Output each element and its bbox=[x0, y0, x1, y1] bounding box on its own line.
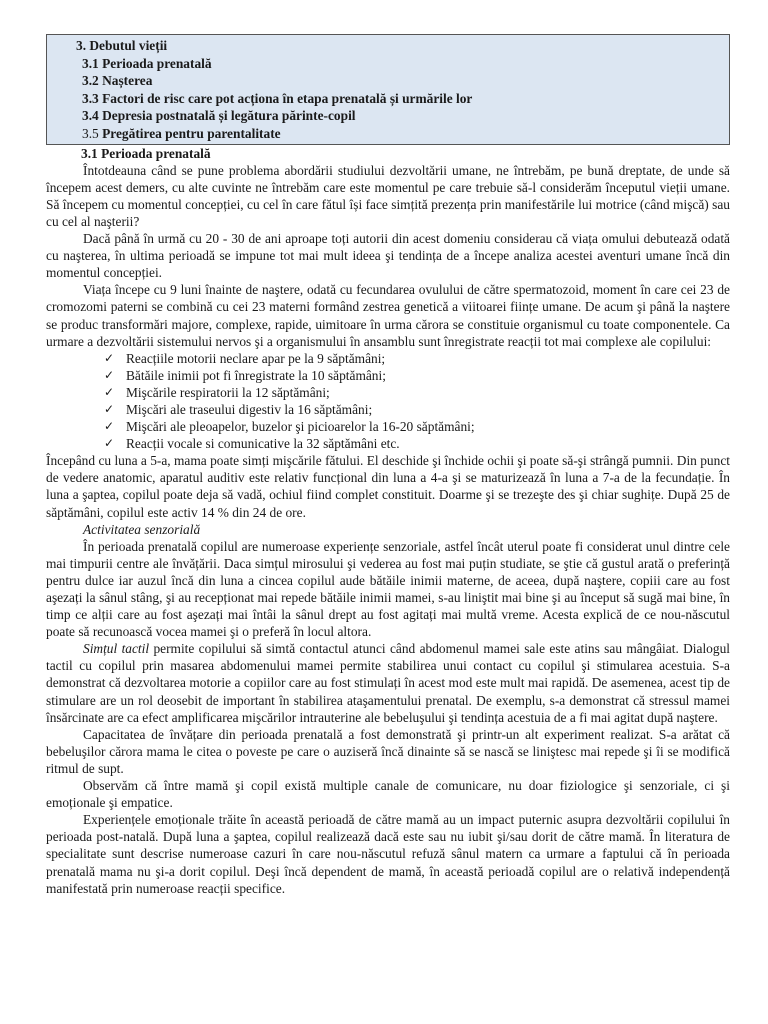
list-item-text: Reacții vocale si comunicative la 32 săptămâni etc. bbox=[126, 436, 400, 452]
paragraph: Experiențele emoționale trăite în această perioadă de către mamă au un impact puternic asupra dezvoltării copilului în perioada post-natală. După luna a şaptea, copilul realizează dacă este sau nu iubit şi/sau dorit de către mamă. În literatura de specialitate sunt descrise numeroase cazuri în care nou-născutul refuză sânul matern ca urmare a faptului că în perioada prenatală mama nu şi-a dorit copilul. Deşi încă dependent de mamă, în această perioadă copilul are o relativă independență manifestată prin numeroase reacții specifice. bbox=[46, 812, 730, 896]
paragraph: Capacitatea de învățare din perioada prenatală a fost demonstrată şi printr-un alt experiment realizat. S-a arătat că bebeluşilor cărora mama le citea o poveste pe care o auziseră încă dinainte să se nască se liniştesc mai repede şi îi se modifică ritmul de supt. bbox=[46, 726, 730, 776]
toc-item: 3.3 Factori de risc care pot acționa în etapa prenatală și urmările lor bbox=[82, 90, 473, 106]
subsection-heading: Activitatea senzorială bbox=[83, 521, 201, 537]
paragraph: Observăm că între mamă şi copil există multiple canale de comunicare, nu doar fiziologice şi senzoriale, ci şi emoționale şi empatice. bbox=[46, 778, 730, 811]
table-of-contents bbox=[46, 34, 730, 145]
keyword: Simțul tactil bbox=[83, 641, 150, 657]
checkmark-icon: ✓ bbox=[104, 384, 115, 399]
toc-item-number: 3.5 bbox=[82, 125, 99, 141]
toc-chapter-title: 3. Debutul vieții bbox=[76, 38, 168, 53]
toc-item bbox=[47, 125, 729, 143]
list-item bbox=[104, 435, 730, 452]
toc-item: 3.2 Nașterea bbox=[82, 73, 153, 89]
page-body bbox=[46, 34, 730, 897]
list-item-text: Mişcări ale pleoapelor, buzelor şi picioarelor la 16-20 săptămâni; bbox=[126, 419, 475, 435]
paragraph: În perioada prenatală copilul are numeroase experiențe senzoriale, astfel încât uterul poate fi considerat unul dintre cele mai timpurii centre ale învățării. Daca simțul mirosului şi vederea au fost mai puțin studiate, se ştie că gustul arată o preferință pentru dulce iar auzul încă din luna a cincea copilul aude bătăile inimii materne, de aceea, după naştere, copiii care au fost aşezați la sânul stâng, şi au recepționat mai repede bătăile inimii mamei, s-au liniştit mai bine şi au început să sugă mai bine, în timp ce alții care au fost aşezați mai întâi la sânul drept au fost agitați mai multă vreme. Acesta explică de ce nou-născutul poate să recunoască vocea mamei şi o preferă în locul altora. bbox=[46, 538, 730, 640]
checkmark-icon: ✓ bbox=[104, 367, 115, 382]
paragraph: Viața începe cu 9 luni înainte de naştere, odată cu fecundarea ovulului de către spermatozoid, moment în care cei 23 de cromozomi paterni se combină cu cei 23 materni formând zestrea genetică a viitoarei ființe umane. De acum şi până la naştere se produc transformări majore, complexe, rapide, uimitoare în urma cărora se constituie organismul cu toate componentele. Ca urmare a dezvoltării sistemului nervos şi a organismului în ansamblu sunt înregistrate reacții tot mai complexe ale copilului: bbox=[46, 282, 730, 349]
paragraph: Dacă până în urmă cu 20 - 30 de ani aproape toți autorii din acest domeniu considerau că viața omului debutează odată cu naşterea, în ultima perioadă se impune tot mai mult ideea şi tendința de a începe analiza acestei aventuri umane încă din momentul concepției. bbox=[46, 231, 730, 281]
toc-item: 3.1 Perioada prenatală bbox=[82, 55, 212, 71]
list-item bbox=[104, 384, 730, 401]
paragraph: Începând cu luna a 5-a, mama poate simți mişcările fătului. El deschide şi închide ochii şi poate să-şi strângă pumnii. Din punct de vedere anatomic, aparatul auditiv este relativ funcțional din luna a 4-a şi se maturizează în luna a 7-a de la fecundație. În luna a şaptea, copilul poate deja să vadă, ochiul fiind complet constituit. Doarme şi se trezeşte des şi chiar sughițe. După 25 de săptămâni, copilul este activ 14 % din 24 de ore. bbox=[46, 453, 730, 520]
section-heading: 3.1 Perioada prenatală bbox=[81, 145, 211, 161]
paragraph-text: permite copilului să simtă contactul atunci când abdomenul mamei sale este atins sau mângâiat. Dialogul tactil cu copilul prin masarea abdomenului mamei permite stabilirea unui contact cu copilul şi stimularea acestuia. S-a demonstrat că dezvoltarea motorie a copiilor care au fost stimulați în acest mod este mult mai rapidă. De asemenea, acest tip de stimulare are un rol deosebit de important în stabilirea ataşamentului prenatal. De exemplu, s-a demonstrat că stressul mamei însărcinate are ca efect amplificarea mişcărilor intrauterine ale bebeluşului şi tendința acestuia de a fi mai agitat după naştere. bbox=[46, 641, 730, 725]
list-item bbox=[104, 350, 730, 367]
checkmark-icon: ✓ bbox=[104, 419, 115, 434]
milestone-list bbox=[46, 350, 730, 453]
list-item bbox=[104, 401, 730, 418]
checkmark-icon: ✓ bbox=[104, 401, 115, 416]
list-item-text: Mişcări ale traseului digestiv la 16 săptămâni; bbox=[126, 401, 373, 417]
checkmark-icon: ✓ bbox=[104, 350, 115, 365]
toc-item: 3.4 Depresia postnatală și legătura părinte-copil bbox=[82, 108, 356, 124]
toc-item-label: Pregătirea pentru parentalitate bbox=[98, 125, 281, 141]
paragraph: Întotdeauna când se pune problema abordării studiului dezvoltării umane, ne întrebăm, pe bună dreptate, de unde să începem acest demers, cu alte cuvinte ne întrebăm care este momentul pe care trebuie să-l considerăm începutul vieții umane. Să începem cu momentul concepției, cu cel în care fătul își face simțită prezența prin manifestările lui motrice (când mişcă) sau cu cel al naşterii? bbox=[46, 162, 730, 229]
list-item bbox=[104, 418, 730, 435]
list-item-text: Reacțiile motorii neclare apar pe la 9 săptămâni; bbox=[126, 350, 386, 366]
document-content bbox=[46, 145, 730, 897]
list-item-text: Mişcările respiratorii la 12 săptămâni; bbox=[126, 384, 330, 400]
list-item bbox=[104, 367, 730, 384]
paragraph bbox=[46, 640, 730, 725]
list-item-text: Bătăile inimii pot fi înregistrate la 10 săptămâni; bbox=[126, 367, 386, 383]
checkmark-icon: ✓ bbox=[104, 436, 115, 451]
